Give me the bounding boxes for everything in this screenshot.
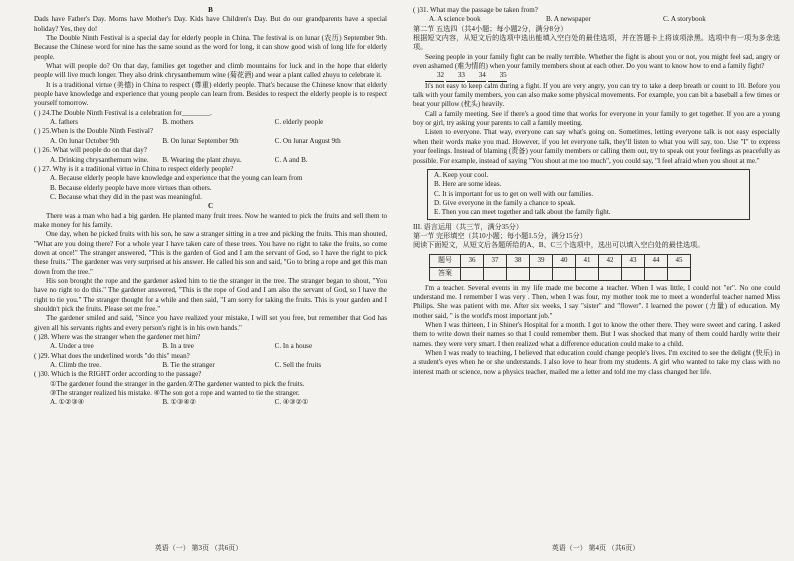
question-number: 38 xyxy=(507,254,530,267)
question-number: 39 xyxy=(530,254,553,267)
question-number: 42 xyxy=(599,254,622,267)
question-number: 41 xyxy=(576,254,599,267)
b-paragraph: Dads have Father's Day. Moms have Mother's Day. Kids have Children's Day. But do our grandparents have a special holiday? Yes, they do! xyxy=(34,15,387,33)
option-b: B. Here are some ideas. xyxy=(434,180,502,189)
c-paragraph: One day, when he picked fruits with his son, he saw a stranger sitting in a tree and picking the fruits. This man shouted, "What are you doing there? For a whole year I have taken care of these trees. You have no right to take the fruits, so come down at once!" The stranger answered, "This is the garden of God and I am the servant of God, so I have the right to pick these fruits." The gardener was very surprised at his answer. He called his son and said, "Go to bring a rope and get this man down from the tree." xyxy=(34,230,387,276)
cloze-paragraph: When I was ready to teaching, I believed that education could change people's lives. I'm excited to see the delight (快乐) in a student's eyes when he or she understands. I also love to hear from my students. A girl who wanted to take my class with no interest math or science, now a physics teacher, mailed me a letter and told me my class changed her life. xyxy=(413,349,780,376)
option-e: E. Then you can meet together and talk about the family fight. xyxy=(434,208,611,217)
question-25: ( ) 25.When is the Double Ninth Festival? A. On lunar October 9th B. On lunar September 9th C. On lunar August 9th xyxy=(34,127,341,145)
cloze-paragraph: When I was thirteen, I in Shiner's Hospital for a month. I got to know the other there. They were sweet and caring. I asked them to write down their names so that I could remember them. But I was shocked that many of them could hardly write their names. they were very smart. I then realized what a difference education could make to a child. xyxy=(413,320,780,348)
answer-cell[interactable] xyxy=(530,267,553,280)
question-26: ( ) 26. What will people do on that day? A. Drinking chrysanthemum wine. B. Wearing the plant zhuyu. C. A and B. xyxy=(34,146,308,164)
section-2-instructions: 根据短文内容，从短文后的选项中选出能填入空白处的最佳选项，并在答题卡上将该项涂黑。选项中有一项为多余选项。 xyxy=(413,34,780,52)
answer-table xyxy=(429,254,691,281)
page-footer: 英语（一） 第4页 （共6页） xyxy=(551,543,640,552)
question-number: 36 xyxy=(461,254,484,267)
answer-cell[interactable] xyxy=(553,267,576,280)
table-header-label: 题号 xyxy=(430,254,461,267)
c-paragraph: There was a man who had a big garden. He planted many fruit trees. Now he wanted to pick the fruits and sell them to make money for his family. xyxy=(34,211,387,229)
blank-32[interactable]: 32 xyxy=(425,71,444,81)
table-answer-label: 答案 xyxy=(430,267,461,280)
answer-cell[interactable] xyxy=(622,267,645,280)
passage-paragraph: It's not easy to keep calm during a fight. If you are very angry, you can try to take a deep breath or count to 10. Before you talk with your family members, you can also make some physical movements. For example, you can bit a baseball a few times or beat your pillow (枕头) heavily. xyxy=(413,81,781,109)
option-c: C. It is important for us to get on well with our families. xyxy=(434,189,594,198)
question-31: ( )31. What may the passage be taken from? A. A science book B. A newspaper C. A storybook xyxy=(413,6,706,24)
answer-cell[interactable] xyxy=(645,267,668,280)
blank-33[interactable]: 33 xyxy=(446,71,465,81)
question-28: ( )28. Where was the stranger when the gardener met him? A. Under a tree B. In a tree C. In a house xyxy=(34,333,313,351)
option-a: A. Keep your cool. xyxy=(434,170,489,179)
page-footer: 英语（一） 第3页 （共6页） xyxy=(154,543,243,552)
section-b-title: B xyxy=(208,6,213,14)
question-number: 43 xyxy=(622,254,645,267)
section-3-instructions: 阅读下面短文，从短文后各题所给的A、B、C三个选项中，选出可以填入空白处的最佳选项。 xyxy=(413,241,705,250)
b-paragraph: What will people do? On that day, families get together and climb mountains for luck and in the hope that elderly people will live much longer. They also drink chrysanthemum wine (菊花酒) and wear a plant called zhuyu to celebrate it. xyxy=(34,62,387,80)
answer-cell[interactable] xyxy=(484,267,507,280)
question-number: 44 xyxy=(645,254,668,267)
answer-cell[interactable] xyxy=(507,267,530,280)
cloze-paragraph: I'm a teacher. Several events in my life made me become a teacher. When I was little, I could not "er". No one could understand me. I remember I was very . Then, when I was four, my mother took me to meet a wonderful teacher named Miss Philips. She was patient with me. After six weeks, I say "sister" and "flower". I learned the power (力量) of education. My mother said, " is the world's most important job." xyxy=(413,283,780,320)
passage-paragraph: Call a family meeting. See if there's a good time that works for everyone in your family to get together. If you are a young boy or girl, try asking your parents to call a family meeting. xyxy=(413,109,780,128)
passage-paragraph: Seeing people in your family fight can be really terrible. Whether the fight is about you or not, you might feel sad, angry or even ashamed (难为情的) when your family members shout at each other. Do you want to know how to end a family fight? xyxy=(413,52,780,71)
question-27: ( ) 27. Why is it a traditional virtue in China to respect elderly people? A. Because elderly people have knowledge and experience that the young can learn from B. Because elderly people have more virtues than others. C. Because what they did in the past was meaningful. xyxy=(34,164,303,201)
b-paragraph: The Double Ninth Festival is a special day for elderly people in China. The festival is on lunar (农历) September 9th. Because the Chinese word for nine has the same sound as the word for long, it can show good wish of long life for elderly people. xyxy=(34,34,387,61)
answer-cell[interactable] xyxy=(599,267,622,280)
passage-paragraph: Listen to everyone. That way, everyone can say what's going on. Sometimes, letting everyone talk is not easy especially when their words make you mad. However, if you let everyone talk, they'll listen to what you will say, too. Use "I" to express your feelings. Instead of blaming (责备) your family members or calling them out, try to speak out your feelings as peacefully as possible. For example, instead of saying "You shout at me too much", you could say, "I feel afraid when you shout at me." xyxy=(413,128,780,165)
option-d: D. Give everyone in the family a chance to speak. xyxy=(434,198,576,207)
question-30: ( )30. Which is the RIGHT order according to the passage? ①The gardener found the stranger in the garden.②The gardener wanted to pick the fruits. ③The stranger realized his mistake. ④The son got a rope and wanted to tie the stranger. A. ①②③④ B. ①③④② C. ④③②① xyxy=(34,370,309,407)
question-number: 45 xyxy=(668,254,691,267)
question-number: 37 xyxy=(484,254,507,267)
blank-34[interactable]: 34 xyxy=(467,71,486,81)
question-number: 40 xyxy=(553,254,576,267)
question-29: ( )29. What does the underlined words "do this" mean? A. Climb the tree. B. Tie the stranger C. Sell the fruits xyxy=(34,351,322,370)
page-4 xyxy=(397,0,794,561)
section-3-title: III. 语言运用（共三节，满分35分） xyxy=(413,222,523,231)
blank-marker-row xyxy=(413,71,780,81)
c-paragraph: His son brought the rope and the gardener asked him to tie the stranger in the tree. The stranger began to shout, "You have no right to do this." The gardener answered, "This is the rope of God and I am also the servant of God, so I have the right to tie you." The stranger thought for a while and then said, "I am sorry for taking the fruits. This is your garden and I shouldn't pick the fruits. Please set me free." xyxy=(34,276,387,313)
section-3-subtitle: 第一节 完形填空（共10小题；每小题1.5分，满分15分） xyxy=(413,231,587,240)
section-2-title: 第二节 五选四（共4小题；每小题2分，满分8分） xyxy=(413,24,568,33)
answer-cell[interactable] xyxy=(461,267,484,280)
b-paragraph: It is a traditional virtue (美德) in China to respect (尊重) elderly people. That's because the Chinese know that elderly people have knowledge and experience that young people can learn from. Besides to respect the elderly people is to respect yourself tomorrow. xyxy=(34,80,387,108)
c-paragraph: The gardener smiled and said, "Since you have realized your mistake, I will set you free, but remember that God has given all his servants rights and every person's right is in his own hands." xyxy=(34,314,387,332)
answer-cell[interactable] xyxy=(668,267,691,280)
answer-cell[interactable] xyxy=(576,267,599,280)
blank-35[interactable]: 35 xyxy=(488,71,507,81)
options-box xyxy=(427,169,750,220)
question-24: ( ) 24.The Double Ninth Festival is a celebration for________. A. fathers B. mothers C. elderly people xyxy=(34,108,324,127)
section-c-title: C xyxy=(207,202,214,211)
